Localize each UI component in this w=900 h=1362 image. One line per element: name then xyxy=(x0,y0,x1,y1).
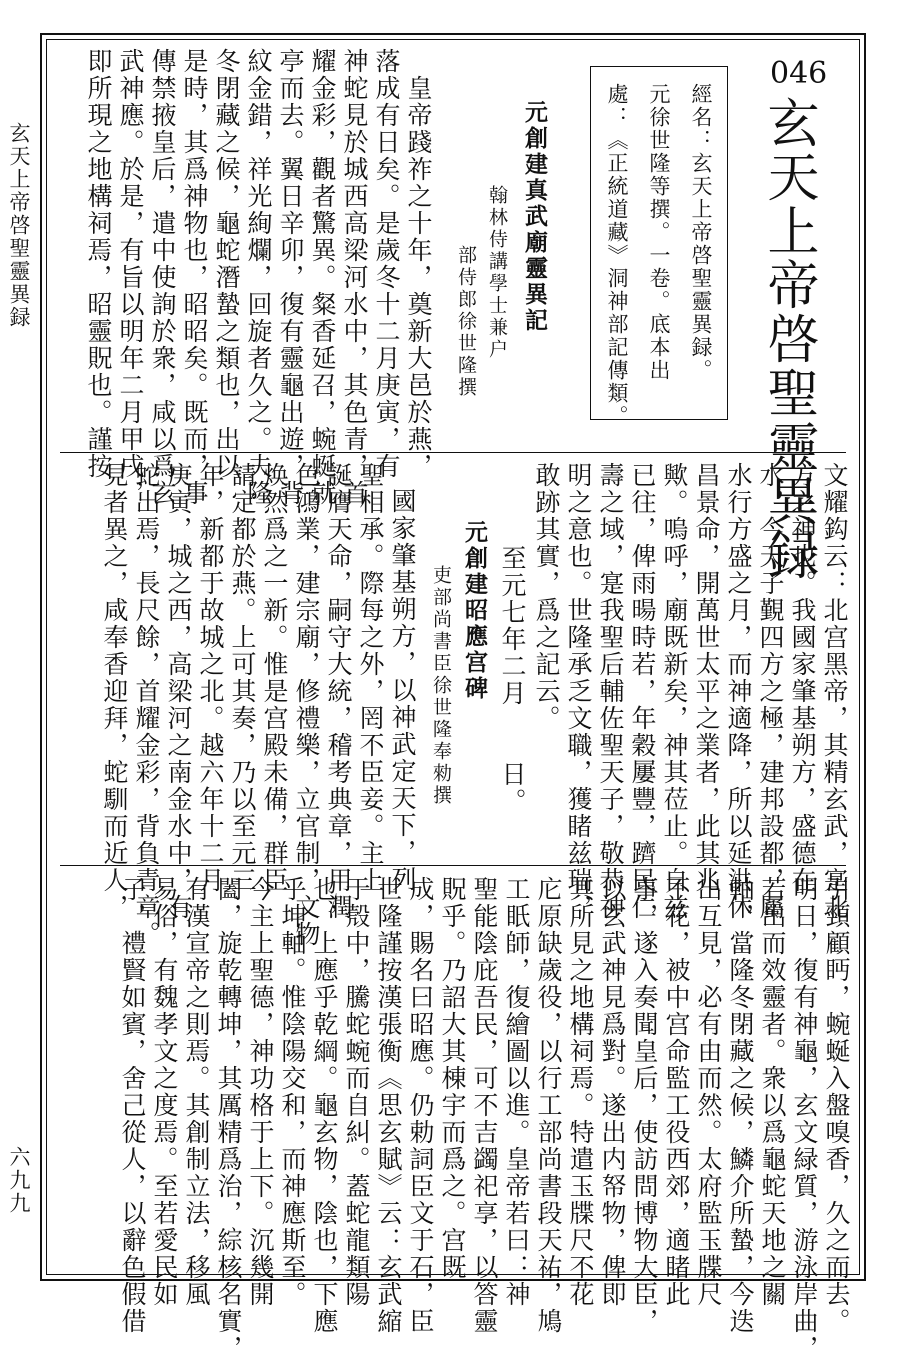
section3-col-1: 引頸顧眄，蜿蜒入盤嗅香，久之而去。 xyxy=(822,876,851,1335)
section2-col-5: 昌景命，開萬世太平之業者，此其兆 xyxy=(692,462,721,894)
section2-body-col-4: 色鴻業，建宗廟，修禮樂，立官制，文物 xyxy=(292,462,321,948)
section3-col-5: 出互見，必有由而然。太府監玉牒尺 xyxy=(694,876,723,1308)
section1-col-7: 冬閉藏之候，龜蛇潛蟄之類也，出以 xyxy=(212,48,241,480)
section3-col-6: 不花，被中宫命監工役西郊，適睹此 xyxy=(662,876,691,1308)
section3-col-11: 工眂師，復繪圖以進。皇帝若曰：神 xyxy=(502,876,531,1308)
section2-col-4: 水行方盛之月，而神適降，所以延洪休 xyxy=(724,462,753,921)
section3-col-16: 于殼中，騰蛇蜿而自糾。蓋蛇龍類陽 xyxy=(342,876,371,1308)
entry-number: 046 xyxy=(770,56,828,91)
section3-col-3: 若出而效靈者。衆以爲龜蛇天地之關 xyxy=(758,876,787,1308)
section2-byline: 吏部尚書臣徐世隆奉勑撰 xyxy=(430,565,452,807)
section1-col-10: 武神應。於是，有旨以明年二月甲戌， xyxy=(116,48,145,507)
section3-col-12: 聖能陰庇吾民，可不吉蠲祀享，以答靈 xyxy=(470,876,499,1335)
scripture-info-box xyxy=(590,66,728,428)
section2-col-2: 方之神也。我國家肇基朔方，盛德在 xyxy=(788,462,817,894)
section2-body-col-8: 庚寅，城之西，高梁河之南金水中，有 xyxy=(164,462,193,921)
section1-byline-2: 部侍郎徐世隆撰 xyxy=(455,245,477,399)
section2-col-8: 壽之域，寔我聖后輔佐聖天子，敬恭神 xyxy=(596,462,625,921)
running-header-title: 玄天上帝啓聖靈異録 xyxy=(7,122,31,329)
section3-col-15: 世隆謹按漢張衡《思玄賦》云：玄武縮 xyxy=(374,876,403,1335)
section2-heading: 元創建昭應宫碑 xyxy=(461,520,488,702)
section3-col-7: 事，遂入奏聞皇后，使訪問博物大臣， xyxy=(630,876,659,1335)
section3-col-10: 庀原缺歲役，以行工部尚書段天祐，鳩 xyxy=(534,876,563,1335)
section2-body-col-1: 國家肇基朔方，以神武定天下，列 xyxy=(388,488,417,893)
section1-col-6: 紋金錯，祥光絢爛，回旋者久之。夫隆 xyxy=(244,48,273,507)
section2-col-7: 已往，俾雨暘時若，年穀屢豐，躋民仁 xyxy=(628,462,657,921)
info-line-3: 處：《正統道藏》洞神部記傳類。 xyxy=(605,83,629,428)
section3-col-4: 軸，當隆冬閉藏之候，鱗介所蟄，今迭 xyxy=(726,876,755,1335)
section1-heading: 元創建真武廟靈異記 xyxy=(521,100,548,334)
section3-col-9: 其所見之地構祠焉。特遣玉牒尺不花 xyxy=(566,876,595,1308)
section2-col-10: 敢跡其實，爲之記云。 xyxy=(532,462,561,732)
info-line-1: 經名：玄天上帝啓聖靈異録。 xyxy=(689,83,713,382)
section3-col-14: 成，賜名曰昭應。仍勅詞臣文于石，臣 xyxy=(406,876,435,1335)
section1-col-9: 傳禁掖皇后，遣中使詢於衆，咸以爲玄 xyxy=(148,48,177,507)
section1-col-2: 落成有日矣。是歲冬十二月庚寅，有 xyxy=(372,48,401,480)
section3-col-23: 子，禮賢如賓，舍己從人，以辭色假借 xyxy=(118,876,147,1335)
section1-col-3: 神蛇見於城西高梁河水中，其色青，首 xyxy=(340,48,369,507)
section3-col-21: 有漢宣帝之則焉。其創制立法，移風 xyxy=(182,876,211,1308)
section1-col-4: 耀金彩，觀者驚異。粲香延召，蜿蜒就 xyxy=(308,48,337,507)
section3-col-13: 貺乎。乃詔大其棟宇而爲之。宫既 xyxy=(438,876,467,1281)
section3-col-17: 也，上應乎乾綱。龜玄物，陰也，下應 xyxy=(310,876,339,1335)
section2-body-col-10: 見者異之，咸奉香迎拜，蛇馴而近人， xyxy=(100,462,129,921)
section2-body-col-2: 聖相承。際每之外，罔不臣妾。主上 xyxy=(356,462,385,894)
section2-body-col-7: 年，新都于故城之北。越六年十二月 xyxy=(196,462,225,894)
section2-body-col-6: 請定都於燕。上可其奏，乃以至元三 xyxy=(228,462,257,894)
section3-col-8: 以玄武神見爲對。遂出内帑物，俾即 xyxy=(598,876,627,1308)
section2-body-col-3: 誕膺天命，嗣守大統，稽考典章，用潤 xyxy=(324,462,353,921)
section3-col-22: 易俗，有魏孝文之度焉。至若愛民如 xyxy=(150,876,179,1308)
page-number: 六九九 xyxy=(7,1146,31,1215)
section3-col-20: 闔，旋乾轉坤，其厲精爲治，綜核名實， xyxy=(214,876,243,1362)
section2-col-6: 歟。嗚呼，廟既新矣，神其莅止。自兹 xyxy=(660,462,689,921)
section1-col-11: 即所現之地構祠焉，昭靈貺也。謹按 xyxy=(84,48,113,480)
main-title: 玄天上帝啓聖靈異録 xyxy=(758,96,818,582)
section2-body-col-9: 蛇出焉，長尺餘，首耀金彩，背負青章。 xyxy=(132,462,161,948)
section1-col-8: 是時，其爲神物也，昭昭矣。既而，事 xyxy=(180,48,209,507)
section3-col-18: 乎坤軸。惟陰陽交和，而神應斯至。 xyxy=(278,876,307,1308)
section2-col-9: 明之意也。世隆承乏文職，獲睹兹瑞， xyxy=(564,462,593,921)
section1-col-5: 亭而去。翼日辛卯，復有靈龜出遊，背 xyxy=(276,48,305,507)
section2-col-3: 水，今天子覲四方之極，建邦設都，屬 xyxy=(756,462,785,921)
section2-body-col-5: 焕然爲之一新。惟是宫殿未備，群臣 xyxy=(260,462,289,894)
section3-col-2: 明日，復有神龜，玄文緑質，游泳岸曲， xyxy=(790,876,819,1362)
section1-byline-1: 翰林侍講學士兼户 xyxy=(486,185,508,361)
section1-col-1: 皇帝踐祚之十年，奠新大邑於燕， xyxy=(404,75,433,480)
section2-date: 至元七年二月 日。 xyxy=(498,545,527,815)
info-line-2: 元徐世隆等撰。一卷。底本出 xyxy=(647,83,671,382)
section3-col-19: 今主上聖德，神功格于上下。沉幾開 xyxy=(246,876,275,1308)
section2-col-1: 文耀鈎云：北宫黑帝，其精玄武，寔北 xyxy=(820,462,849,921)
